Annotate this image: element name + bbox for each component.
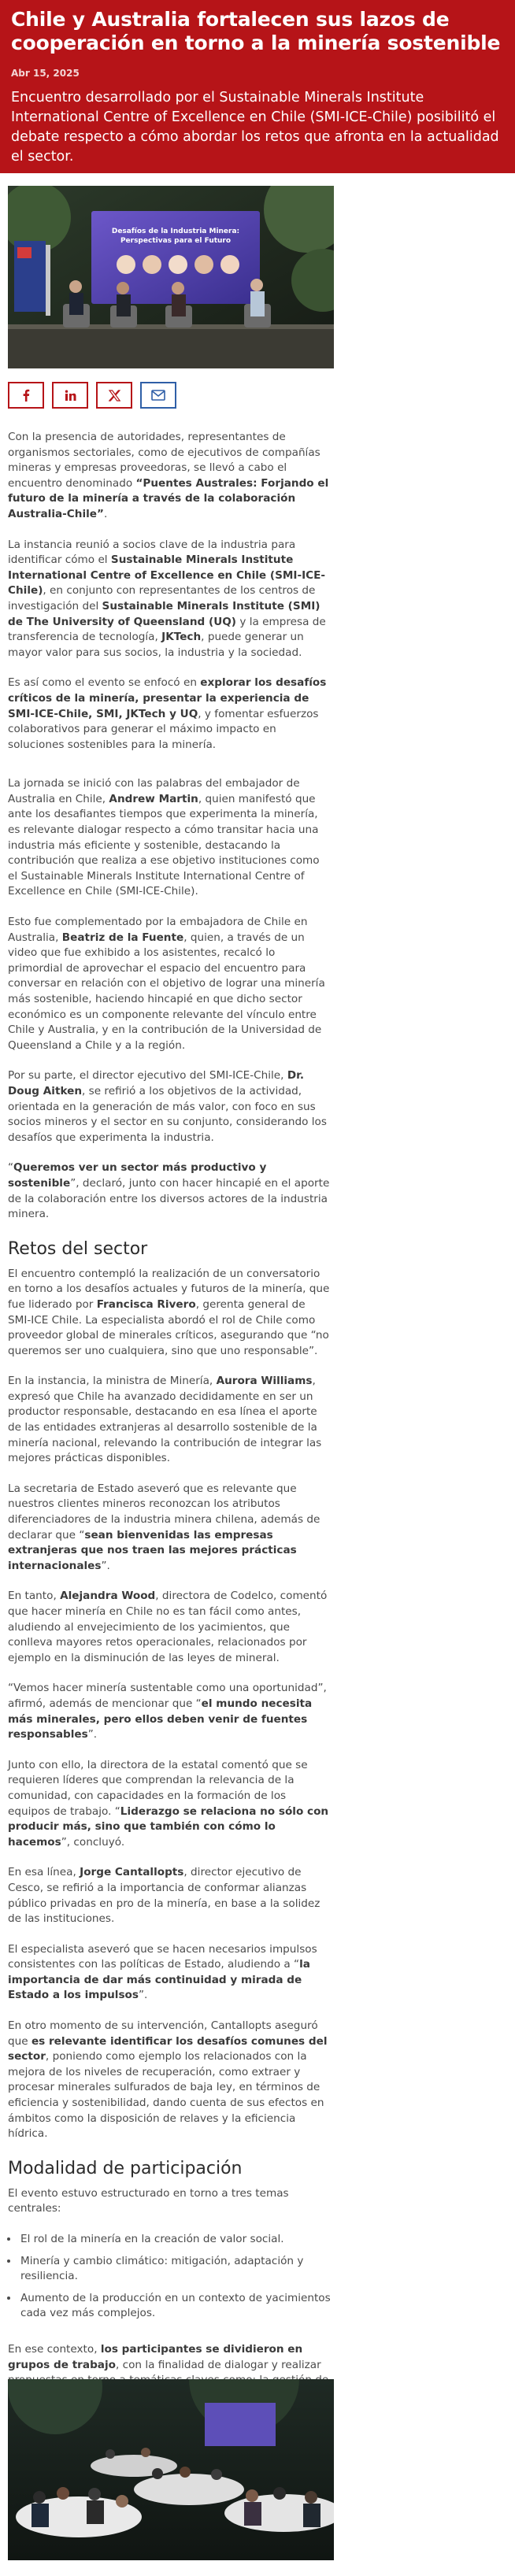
panel-photo-illustration: [8, 186, 334, 368]
article-date: Abr 15, 2025: [11, 68, 80, 79]
list-item: • El rol de la minería en la creación de valor social.: [19, 2232, 331, 2248]
share-facebook-button[interactable]: [8, 382, 44, 409]
paragraph: El evento estuvo estructurado en torno a tres temas centrales:: [8, 2186, 289, 2215]
article-title: Chile y Australia fortalecen sus lazos de cooperación en torno a la minería sostenible: [11, 8, 501, 54]
article-header: [0, 0, 515, 173]
share-x-button[interactable]: [96, 382, 132, 409]
paragraph: Con la presencia de autoridades, representantes de organismos sectoriales, como de ejecutivos de compañías mineras y empresas proveedoras, se llevó a cabo el encuentro denominado “Puentes Australes: Forjando el futuro de la minería a través de la colaboración Australia-Chile”.: [8, 431, 329, 520]
paragraph: La instancia reunió a socios clave de la industria para identificar cómo el Sustainable Minerals Institute International Centre of Excellence en Chile (SMI-ICE-Chile), en conjunto con representantes de los centros de investigación del Sustainable Minerals Institute (SMI) de The University of Queensland (UQ) y la empresa de transferencia de tecnología, JKTech, puede generar un mayor valor para sus socios, la industria y la sociedad.: [8, 538, 326, 659]
panel-photo: [8, 186, 334, 368]
topics-list: [8, 2232, 331, 2322]
paragraph: La secretaria de Estado aseveró que es relevante que nuestros clientes mineros reconozcan los atributos diferenciadores de la industria minera chilena, además de declarar que “sean bienvenidas las empresas extranjeras que nos traen las mejores prácticas internacionales”.: [8, 1482, 320, 1572]
share-email-button[interactable]: [140, 382, 176, 409]
audience-photo-illustration: [8, 2379, 334, 2560]
article-lead: Encuentro desarrollado por el Sustainable Minerals Institute International Centre of Excellence en Chile (SMI-ICE-Chile) posibilitó el debate respecto a cómo abordar los retos que afronta en la actualidad el sector.: [11, 90, 499, 165]
paragraph: “Queremos ver un sector más productivo y sostenible”, declaró, junto con hacer hincapié en el aporte de la colaboración entre los diversos actores de la industria minera.: [8, 1161, 330, 1221]
article-body: [8, 430, 331, 2450]
paragraph: El especialista aseveró que se hacen necesarios impulsos consistentes con las políticas de Estado, aludiendo a “la importancia de dar más continuidad y mirada de Estado a los impulsos”.: [8, 1942, 317, 2002]
paragraph: En la instancia, la ministra de Minería, Aurora Williams, expresó que Chile ha avanzado decididamente en ser un productor responsable, destacando en esa línea el aporte de las entidades extranjeras al desarrollo sostenible de la minería nacional, relevando la contribución de integrar las mejores prácticas disponibles.: [8, 1375, 322, 1465]
banner-title-line2: Perspectivas para el Futuro: [120, 237, 232, 245]
paragraph: En tanto, Alejandra Wood, directora de Codelco, comentó que hacer minería en Chile no es tan fácil como antes, aludiendo al envejecimiento de los yacimientos, que conlleva mayores retos operacionales, relacionados por ejemplo en la disminución de las leyes de mineral.: [8, 1590, 328, 1664]
paragraph: Por su parte, el director ejecutivo del SMI-ICE-Chile, Dr. Doug Aitken, se refirió a los objetivos de la actividad, orientada en la generación de más valor, con foco en sus socios mineros y el sector en su conjunto, considerando los desafíos que experimenta la industria.: [8, 1069, 327, 1144]
facebook-icon: [20, 389, 31, 402]
share-linkedin-button[interactable]: [52, 382, 88, 409]
paragraph: “Vemos hacer minería sustentable como una oportunidad”, afirmó, además de mencionar que “el mundo necesita más minerales, pero ellos deben venir de fuentes responsables”.: [8, 1682, 327, 1741]
paragraph: Esto fue complementado por la embajadora de Chile en Australia, Beatriz de la Fuente, quien, a través de un video que fue exhibido a los asistentes, recalcó lo primordial de aprovechar el espacio del encuentro para conversar en relación con el objetivo de lograr una minería más sostenible, haciendo hincapié en que dicho sector económico es un componente relevante del vínculo entre Chile y Australia, y en la contribución de la Universidad de Queensland a Chile y a la región.: [8, 916, 325, 1052]
section-heading-retos: Retos del sector: [8, 1238, 148, 1259]
paragraph: La jornada se inició con las palabras del embajador de Australia en Chile, Andrew Martin, quien manifestó que ante los desafiantes tiempos que experimenta la minería, es relevante dialogar respecto a cómo transitar hacia una industria más eficiente y sostenible, destacando la contribución que realiza a ese objetivo instituciones como el Sustainable Minerals Institute International Centre of Excellence en Chile (SMI-ICE-Chile).: [8, 777, 320, 898]
paragraph: En ese contexto, los participantes se dividieron en grupos de trabajo, con la finalidad de dialogar y realizar: [8, 2342, 321, 2371]
paragraph: En otro momento de su intervención, Cantallopts aseguró que es relevante identificar los desafíos comunes del sector, poniendo como ejemplo los relacionados con la mejora de los niveles de recuperación, como extraer y procesar minerales sulfurados de baja ley, en términos de eficiencia y sostenibilidad, dando cuenta de sus efectos en ámbitos como la disposición de relaves y la eficiencia hídrica.: [8, 2019, 328, 2141]
banner-title-line1: Desafíos de la Industria Minera:: [111, 228, 240, 235]
linkedin-icon: [65, 390, 76, 402]
email-icon: [151, 390, 165, 401]
list-item: • Aumento de la producción en un contexto de yacimientos cada vez más complejos.: [19, 2291, 331, 2322]
paragraph: Es así como el evento se enfocó en explorar los desafíos críticos de la minería, presentar la experiencia de SMI-ICE-Chile, SMI, JKTech y UQ, y fomentar esfuerzos colaborativos para generar el máximo impacto en soluciones sostenibles para la minería.: [8, 676, 327, 751]
x-icon: [109, 390, 120, 402]
paragraph: El encuentro contempló la realización de un conversatorio en torno a los desafíos actuales y futuros de la minería, que fue liderado por Francisca Rivero, gerenta general de SMI-ICE Chile. La especialista abordó el rol de Chile como proveedor global de minerales críticos, asegurando que “no queremos ser uno cualquiera, sino que uno responsable”.: [8, 1267, 330, 1357]
section-heading-modalidad: Modalidad de participación: [8, 2158, 243, 2178]
share-bar: [8, 382, 176, 409]
list-item: • Minería y cambio climático: mitigación, adaptación y resiliencia.: [19, 2254, 331, 2285]
paragraph: En esa línea, Jorge Cantallopts, director ejecutivo de Cesco, se refirió a la importancia de conformar alianzas público privadas en pro de la minería, en base a la solidez de las instituciones.: [8, 1866, 320, 1926]
paragraph: Junto con ello, la directora de la estatal comentó que se requieren líderes que comprendan la relevancia de la comunidad, con capacidades en la formación de los equipos de trabajo. “Liderazgo se relaciona no sólo con producir más, sino que también con cómo lo hacemos”, concluyó.: [8, 1758, 329, 1849]
audience-photo: [8, 2379, 334, 2560]
